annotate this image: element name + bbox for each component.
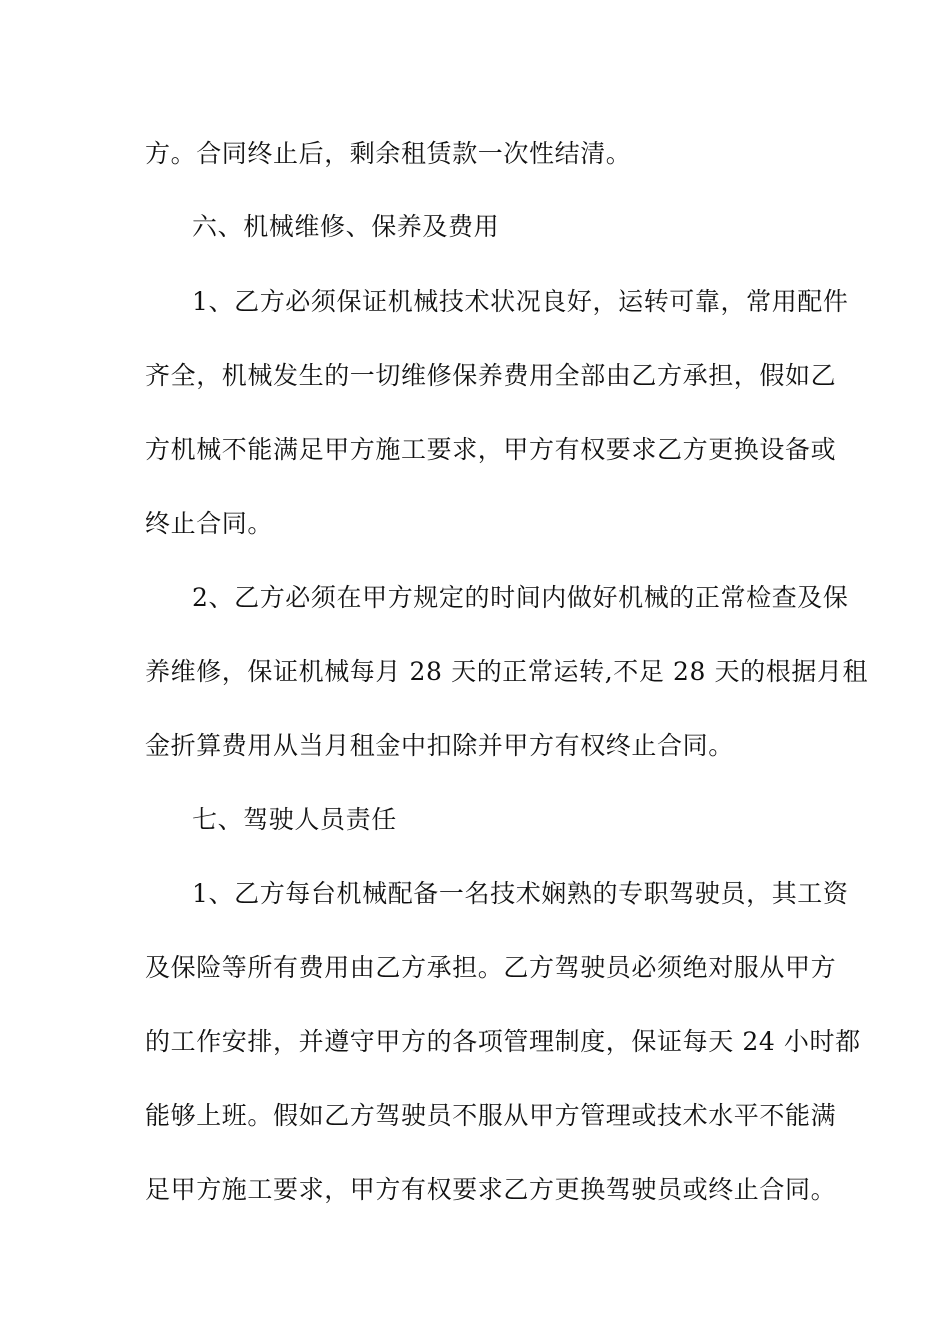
text-line-4: 齐全，机械发生的一切维修保养费用全部由乙方承担，假如乙: [145, 361, 837, 390]
text-line-1: 方。合同终止后，剩余租赁款一次性结清。: [145, 139, 632, 168]
section-heading-6: 六、机械维修、保养及费用: [192, 212, 500, 241]
text-line-13: 的工作安排，并遵守甲方的各项管理制度，保证每天 24 小时都: [145, 1027, 861, 1056]
text-line-7: 2、乙方必须在甲方规定的时间内做好机械的正常检查及保: [192, 583, 849, 612]
text-line-14: 能够上班。假如乙方驾驶员不服从甲方管理或技术水平不能满: [145, 1101, 837, 1130]
text-line-9: 金折算费用从当月租金中扣除并甲方有权终止合同。: [145, 731, 734, 760]
text-line-3: 1、乙方必须保证机械技术状况良好，运转可靠，常用配件: [192, 287, 849, 316]
text-line-11: 1、乙方每台机械配备一名技术娴熟的专职驾驶员，其工资: [192, 879, 849, 908]
text-line-12: 及保险等所有费用由乙方承担。乙方驾驶员必须绝对服从甲方: [145, 953, 837, 982]
text-line-5: 方机械不能满足甲方施工要求，甲方有权要求乙方更换设备或: [145, 435, 837, 464]
text-line-6: 终止合同。: [145, 509, 274, 538]
section-heading-7: 七、驾驶人员责任: [192, 805, 397, 834]
text-line-8: 养维修，保证机械每月 28 天的正常运转,不足 28 天的根据月租: [145, 657, 869, 686]
text-line-15: 足甲方施工要求，甲方有权要求乙方更换驾驶员或终止合同。: [145, 1175, 837, 1204]
